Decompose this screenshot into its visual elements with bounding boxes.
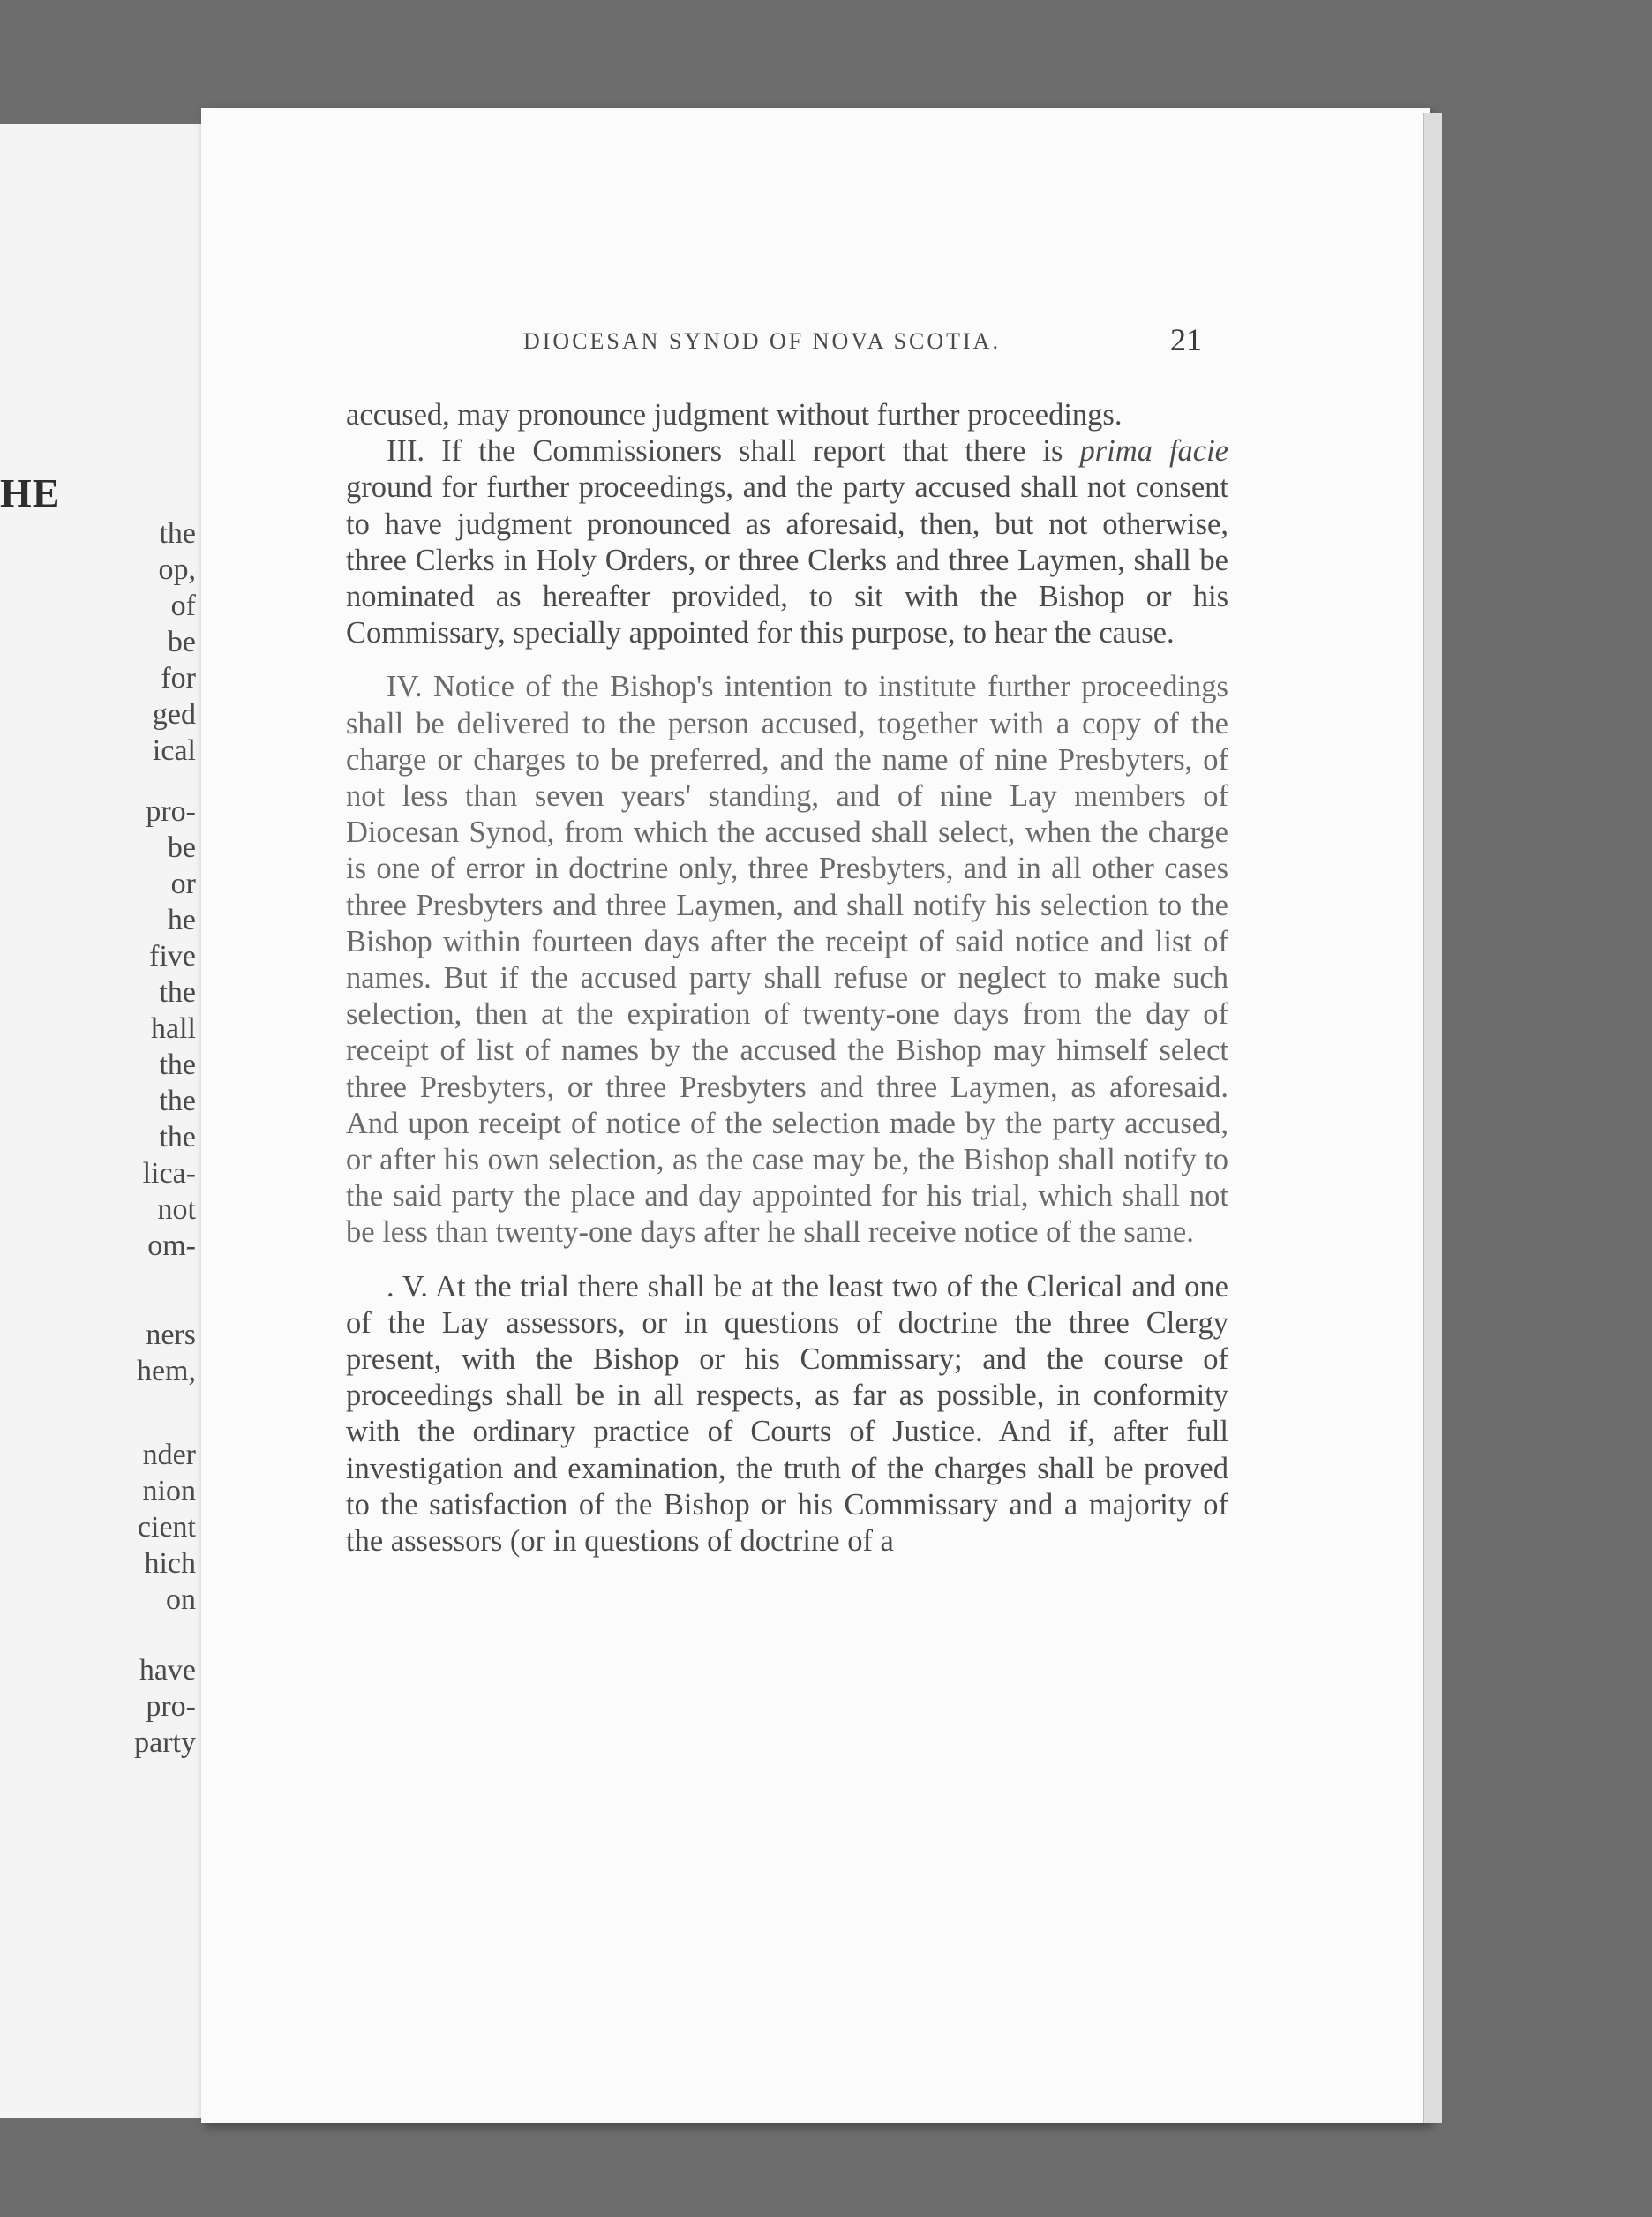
left-page-fragment: for [161, 662, 196, 695]
left-page-fragment: hall [151, 1012, 196, 1045]
left-page-fragment: the [159, 517, 196, 550]
left-page-fragment: nion [142, 1475, 196, 1507]
running-head: DIOCESAN SYNOD OF NOVA SCOTIA. [523, 328, 1001, 354]
paragraph-iv: IV. Notice of the Bishop's intention to institute further proceedings shall be delivered to the person accused, together with a copy of the charge or charges to be preferred, and the name of nine Presbyters, of not less than seven years' standing, and of nine Lay members of Diocesan Synod, from which the accused shall select, when the charge is one of error in doctrine only, three Presbyters, and in all other cases three Presbyters and three Laymen, and shall notify his selection to the Bishop within fourteen days after the receipt of said notice and list of names. But if the accused party shall refuse or neglect to make such selection, then at the expiration of twenty-one days from the day of receipt of list of names by the accused the Bishop may himself select three Presbyters, or three Presbyters and three Laymen, as aforesaid. And upon receipt of notice of the selection made by the party accused, or after his own selection, as the case may be, the Bishop shall notify to the said party the place and day appointed for his trial, which shall not be less than twenty-one days after he shall receive notice of the same. [346, 670, 1228, 1250]
left-page-fragment: the [159, 976, 196, 1009]
left-page-fragment: op, [158, 553, 196, 586]
page-number: 21 [1170, 322, 1202, 357]
left-page-fragment: ical [152, 734, 196, 767]
left-page-fragment: five [149, 940, 196, 973]
left-page-fragment: or [170, 868, 196, 900]
paragraph-continuation: accused, may pronounce judgment without further proceedings. [346, 398, 1123, 432]
left-page-fragment: he [167, 904, 196, 936]
left-page-fragment: hem, [136, 1355, 196, 1387]
left-page-fragment: ners [146, 1319, 196, 1351]
left-page-fragment: pro- [146, 795, 196, 828]
paragraph-iii-intro: III. If the Commissioners shall report that there is [387, 434, 1063, 469]
left-page-fragment: be [167, 831, 196, 864]
left-page-fragment: pro- [146, 1690, 196, 1723]
left-page-fragment: not [157, 1193, 196, 1226]
left-page-fragment: on [166, 1583, 196, 1616]
left-page-fragment: have [139, 1654, 196, 1687]
left-page-fragment: be [167, 626, 196, 658]
paragraph-iii [346, 433, 1228, 651]
left-page-fragment: om- [147, 1229, 196, 1262]
page-edge [1423, 113, 1442, 2123]
left-page-fragment: ged [152, 698, 196, 731]
left-page-fragment: the [159, 1121, 196, 1154]
left-page-fragment: the [159, 1085, 196, 1117]
left-page-fragment: nder [142, 1439, 196, 1471]
left-page-fragment: of [170, 590, 196, 622]
left-page-heading: HE [0, 470, 61, 515]
left-page-fragment: hich [144, 1547, 196, 1580]
paragraph-iii-italic: prima facie [1079, 434, 1228, 469]
left-page-fragment: lica- [142, 1157, 196, 1190]
body-text [346, 397, 1228, 1559]
left-page-fragment: party [134, 1726, 196, 1759]
left-page-fragment: cient [137, 1511, 196, 1544]
paragraph-iii-rest: ground for further proceedings, and the party accused shall not consent to have judgment pronounced as aforesaid, then, but not otherwise, three Clerks in Holy Orders, or three Clerks and three Laymen, shall be nominated as hereafter provided, to sit with the Bishop or his Commissary, specially appointed for this purpose, to hear the cause. [346, 470, 1228, 650]
left-facing-page [0, 124, 217, 2118]
paragraph-v: . V. At the trial there shall be at the least two of the Clerical and one of the Lay assessors, or in questions of doctrine the three Clergy present, with the Bishop or his Commissary; and the course of proceedings shall be in all respects, as far as possible, in conformity with the ordinary practice of Courts of Justice. And if, after full investigation and examination, the truth of the charges shall be proved to the satisfaction of the Bishop or his Commissary and a majority of the assessors (or in questions of doctrine of a [346, 1269, 1228, 1559]
left-page-fragment: the [159, 1048, 196, 1081]
